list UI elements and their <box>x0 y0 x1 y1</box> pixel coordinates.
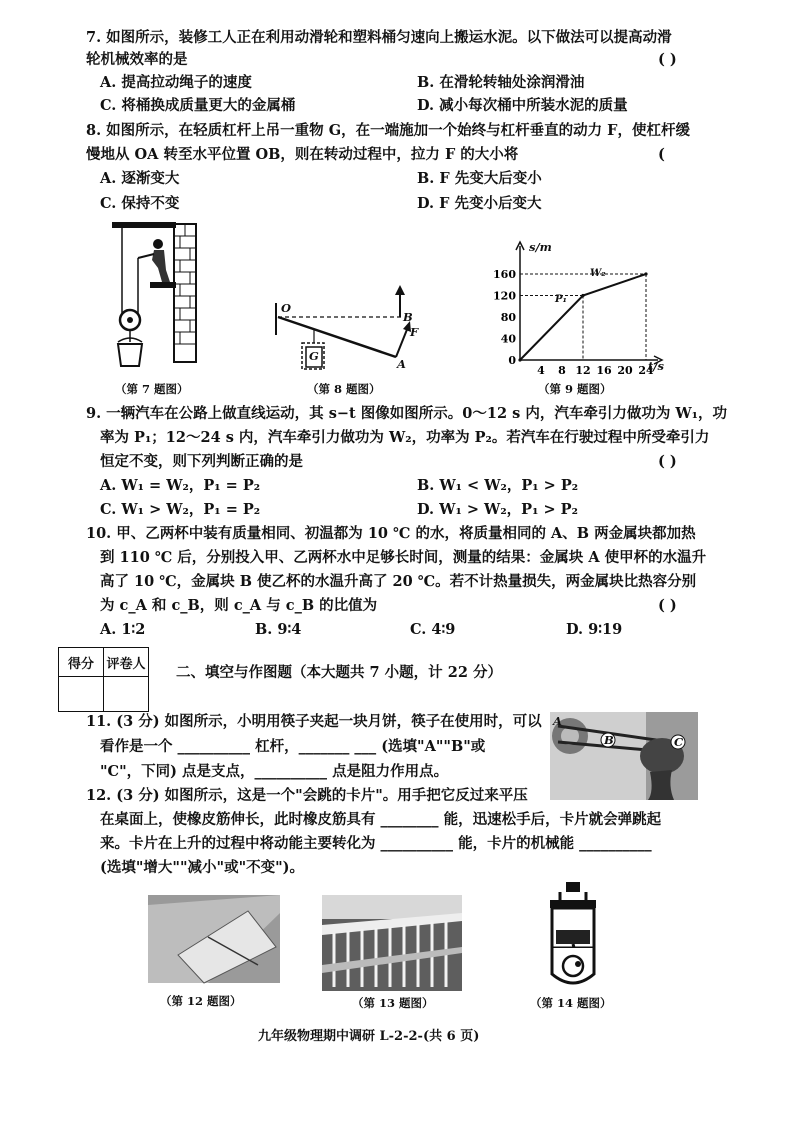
q9-option-d: D. W₁ > W₂，P₁ > P₂ <box>417 501 578 518</box>
grader-cell[interactable] <box>104 677 149 712</box>
score-cell[interactable] <box>59 677 104 712</box>
x-tick-label: 16 <box>596 364 612 377</box>
chart-annotation-p1: P₁ <box>555 294 567 305</box>
y-tick-label: 160 <box>493 268 516 281</box>
chart-ylabel: s/m <box>529 240 552 254</box>
s-t-chart <box>490 240 670 380</box>
page-footer: 九年级物理期中调研 L-2-2-(共 6 页) <box>258 1029 480 1044</box>
q8-stem-line2: 慢地从 OA 转至水平位置 OB，则在转动过程中，拉力 F 的大小将 <box>86 146 519 163</box>
q12-stem-line3: 来。卡片在上升的过程中将动能主要转化为 __________ 能，卡片的机械能 __________ <box>100 835 652 852</box>
fig9-caption: （第 9 题图） <box>538 382 612 396</box>
data-point <box>518 358 521 361</box>
chart-xlabel: t/s <box>648 359 664 373</box>
q9-answer-blank: ( ) <box>658 453 677 470</box>
q11-stem-line3: "C"，下同) 点是支点，__________ 点是阻力作用点。 <box>100 763 449 780</box>
score-label: 得分 <box>59 648 104 677</box>
chart-annotation-w2: W₂ <box>590 268 606 279</box>
fig14-caption: （第 14 题图） <box>530 996 612 1010</box>
score-table <box>58 647 149 712</box>
engine-cylinder-figure <box>540 880 606 990</box>
q10-stem-line4: 为 c_A 和 c_B，则 c_A 与 c_B 的比值为 <box>100 597 378 614</box>
section2-title: 二、填空与作图题（本大题共 7 小题，计 22 分） <box>176 664 502 681</box>
q10-option-a: A. 1∶2 <box>100 621 146 638</box>
chopsticks-label-a: A <box>553 714 562 728</box>
q10-option-d: D. 9∶19 <box>566 621 623 638</box>
q7-stem-line1: 7. 如图所示，装修工人正在利用动滑轮和塑料桶匀速向上搬运水泥。以下做法可以提高动滑 <box>86 29 672 46</box>
data-point <box>644 272 647 275</box>
q9-stem-line3: 恒定不变，则下列判断正确的是 <box>100 453 303 470</box>
fig8-caption: （第 8 题图） <box>307 382 381 396</box>
y-tick-label: 80 <box>500 311 516 324</box>
q9-stem-line2: 率为 P₁；12～24 s 内，汽车牵引力做功为 W₂，功率为 P₂。若汽车在行驶过程中所受牵引力 <box>100 429 710 446</box>
q7-answer-blank: ( ) <box>658 51 677 68</box>
data-point <box>581 294 584 297</box>
q7-option-a: A. 提高拉动绳子的速度 <box>100 74 252 91</box>
q10-stem-line3: 高了 10 ℃，金属块 B 使乙杯的水温升高了 20 ℃。若不计热量损失，两金属块比热容分别 <box>100 573 697 590</box>
q7-option-c: C. 将桶换成质量更大的金属桶 <box>100 97 296 114</box>
q8-option-c: C. 保持不变 <box>100 195 180 212</box>
q8-option-a: A. 逐渐变大 <box>100 170 180 187</box>
q7-option-b: B. 在滑轮转轴处涂润滑油 <box>417 74 585 91</box>
fig7-caption: （第 7 题图） <box>115 382 189 396</box>
q9-stem-line1: 9. 一辆汽车在公路上做直线运动，其 s−t 图像如图所示。0～12 s 内，汽车牵引力做功为 W₁，功 <box>86 405 727 422</box>
fig12-caption: （第 12 题图） <box>160 994 242 1008</box>
q9-option-c: C. W₁ > W₂，P₁ = P₂ <box>100 501 261 518</box>
grader-label: 评卷人 <box>104 648 149 677</box>
q12-stem-line1: 12. (3 分) 如图所示，这是一个"会跳的卡片"。用手把它反过来平压 <box>86 787 528 804</box>
stairs-figure <box>322 895 462 991</box>
q12-stem-line4: (选填"增大""减小"或"不变")。 <box>100 859 305 876</box>
q10-stem-line1: 10. 甲、乙两杯中装有质量相同、初温都为 10 ℃ 的水，将质量相同的 A、B 两金属块都加热 <box>86 525 696 542</box>
lever-label-a: A <box>397 357 406 371</box>
q8-option-b: B. F 先变大后变小 <box>417 170 542 187</box>
q9-option-b: B. W₁ < W₂，P₁ > P₂ <box>417 477 579 494</box>
q8-stem-line1: 8. 如图所示，在轻质杠杆上吊一重物 G，在一端施加一个始终与杠杆垂直的动力 F，使杠杆缓 <box>86 122 690 139</box>
x-tick-label: 24 <box>638 364 654 377</box>
lever-label-f: F <box>410 325 419 339</box>
x-tick-label: 12 <box>575 364 591 377</box>
jumping-card-figure <box>148 895 280 983</box>
y-tick-label: 40 <box>500 332 516 346</box>
chopsticks-label-b: B <box>604 733 614 747</box>
q10-stem-line2: 到 110 ℃ 后，分别投入甲、乙两杯水中足够长时间，测量的结果：金属块 A 使甲杯的水温升 <box>100 549 707 566</box>
x-tick-label: 4 <box>537 364 545 377</box>
pulley-figure <box>108 220 200 380</box>
x-tick-label: 20 <box>617 364 633 377</box>
q10-answer-blank: ( ) <box>658 597 677 614</box>
fig13-caption: （第 13 题图） <box>352 996 434 1010</box>
q7-stem-line2: 轮机械效率的是 <box>86 51 188 68</box>
q8-answer-blank: ( <box>658 146 665 163</box>
q11-stem-line2: 看作是一个 __________ 杠杆，_______ ___ (选填"A""B"或 <box>100 738 486 755</box>
lever-label-g: G <box>309 349 319 363</box>
lever-label-o: O <box>281 301 292 315</box>
q8-option-d: D. F 先变小后变大 <box>417 195 542 212</box>
chopsticks-figure <box>550 712 698 800</box>
q10-option-b: B. 9∶4 <box>255 621 302 638</box>
chopsticks-label-c: C <box>674 735 684 749</box>
y-tick-label: 120 <box>493 289 516 303</box>
y-tick-label: 0 <box>508 354 516 367</box>
lever-label-b: B <box>403 310 413 324</box>
q10-option-c: C. 4∶9 <box>410 621 456 638</box>
x-tick-label: 8 <box>558 364 566 377</box>
q9-option-a: A. W₁ = W₂，P₁ = P₂ <box>100 477 261 494</box>
q12-stem-line2: 在桌面上，使橡皮筋伸长，此时橡皮筋具有 ________ 能，迅速松手后，卡片就会弹跳起 <box>100 811 662 828</box>
q7-option-d: D. 减小每次桶中所装水泥的质量 <box>417 97 628 114</box>
q11-stem-line1: 11. (3 分) 如图所示，小明用筷子夹起一块月饼，筷子在使用时，可以 <box>86 713 542 730</box>
